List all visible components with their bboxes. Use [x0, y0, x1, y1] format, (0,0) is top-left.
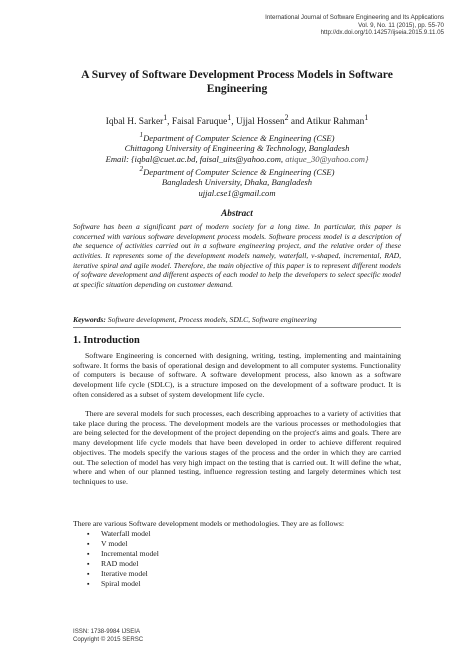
author-separator: , [167, 117, 172, 128]
affiliation-marker: 1 [139, 131, 144, 139]
email-line [0, 154, 474, 164]
affiliation-1 [0, 130, 474, 143]
author-name: Ujjal Hossen [235, 117, 285, 128]
emails: Email: {iqbal@cuet.ac.bd, faisal_uits@yahoo.com, [105, 153, 284, 164]
doi-link[interactable]: http://dx.doi.org/10.14257/ijseia.2015.9.11.05 [320, 29, 444, 37]
list-item: ▪ Waterfall model [87, 529, 159, 539]
author-name: Iqbal H. Sarker [105, 117, 164, 128]
page-footer [73, 628, 143, 643]
list-item: ▪ V model [87, 539, 159, 549]
author-separator: and [288, 117, 307, 128]
abstract-heading: Abstract [221, 208, 253, 218]
university: Bangladesh University, Dhaka, Bangladesh [161, 177, 313, 188]
affiliation-marker: 2 [139, 165, 144, 174]
journal-name: International Journal of Software Engineering and Its Applications [265, 14, 444, 21]
keywords-text: Software development, Process models, SDLC, Software engineering [105, 315, 317, 324]
paragraph: There are various Software development models or methodologies. They are as follows: [73, 519, 344, 528]
section-heading: 1. Introduction [73, 335, 140, 346]
running-header [265, 14, 444, 37]
paper-title: A Survey of Software Development Process Models in Software Engineering [81, 68, 393, 95]
list-item: ▪ Iterative model [87, 569, 159, 579]
department: Department of Computer Science & Engineering (CSE) [143, 132, 335, 143]
abstract-text: Software has been a significant part of modern society for a long time. In particular, this paper is concerned with various software development process models. Software process model is a description of the sequence of activities carried out in a software engineering project, and the relative order of these activities. It represents some of the development models namely, waterfall, v-shaped, incremental, RAD, iterative spiral and agile model. Therefore, the main objective of this paper is to represent different models of software development and different aspects of each model to help the developers to select specific model at specific situation depending on customer demand. [73, 222, 401, 289]
author-name: Atikur Rahman [306, 117, 365, 128]
keywords-label: Keywords: [73, 315, 106, 324]
email-extra: atique_30@yahoo.com} [285, 153, 369, 164]
list-item: ▪ RAD model [87, 559, 159, 569]
affiliation-marker: 1 [163, 113, 168, 122]
affiliation-marker: 1 [227, 113, 232, 122]
affiliation-marker: 2 [284, 113, 289, 122]
list-item: ▪ Spiral model [87, 579, 159, 589]
list-item: ▪ Incremental model [87, 549, 159, 559]
email: ujjal.cse1@gmail.com [198, 187, 276, 198]
paragraph: There are several models for such processes, each describing approaches to a variety of activities that take place during the process. The development models are the various processes or methodologies that are being selected for the development of the project depending on the project's aims and goals. There are many development life cycle models that have been developed in order to achieve different required objectives. The models specify the various stages of the process and the order in which they are carried out. The selection of model has very high impact on the testing that is carried out. It will define the what, where and when of our planned testing, influence regression testing and largely determines which test techniques to use. [73, 409, 401, 486]
model-list [87, 529, 159, 590]
university: Chittagong University of Engineering & Technology, Bangladesh [124, 143, 350, 154]
author-separator: , [231, 117, 236, 128]
volume-info: Vol. 9, No. 11 (2015), pp. 55-70 [358, 21, 444, 29]
department: Department of Computer Science & Engineering (CSE) [143, 166, 335, 177]
keywords [73, 315, 401, 324]
author-list [0, 112, 474, 128]
affiliation-2 [0, 164, 474, 177]
paragraph: Software Engineering is concerned with designing, writing, testing, implementing and maintaining software. It forms the basis of operational design and development to all computer systems. Functionality of computers is because of software. A software development process, also known as a software development life cycle (SDLC), is a structure imposed on the development of a software product. It is often considered as a subset of system development life cycle. [73, 351, 401, 399]
copyright: Copyright © 2015 SERSC [73, 635, 144, 643]
affiliations [0, 130, 474, 198]
affiliation-marker: 1 [364, 113, 369, 122]
section-divider [73, 327, 401, 328]
issn: ISSN: 1738-9984 IJSEIA [73, 628, 141, 635]
author-name: Faisal Faruque [171, 117, 228, 128]
